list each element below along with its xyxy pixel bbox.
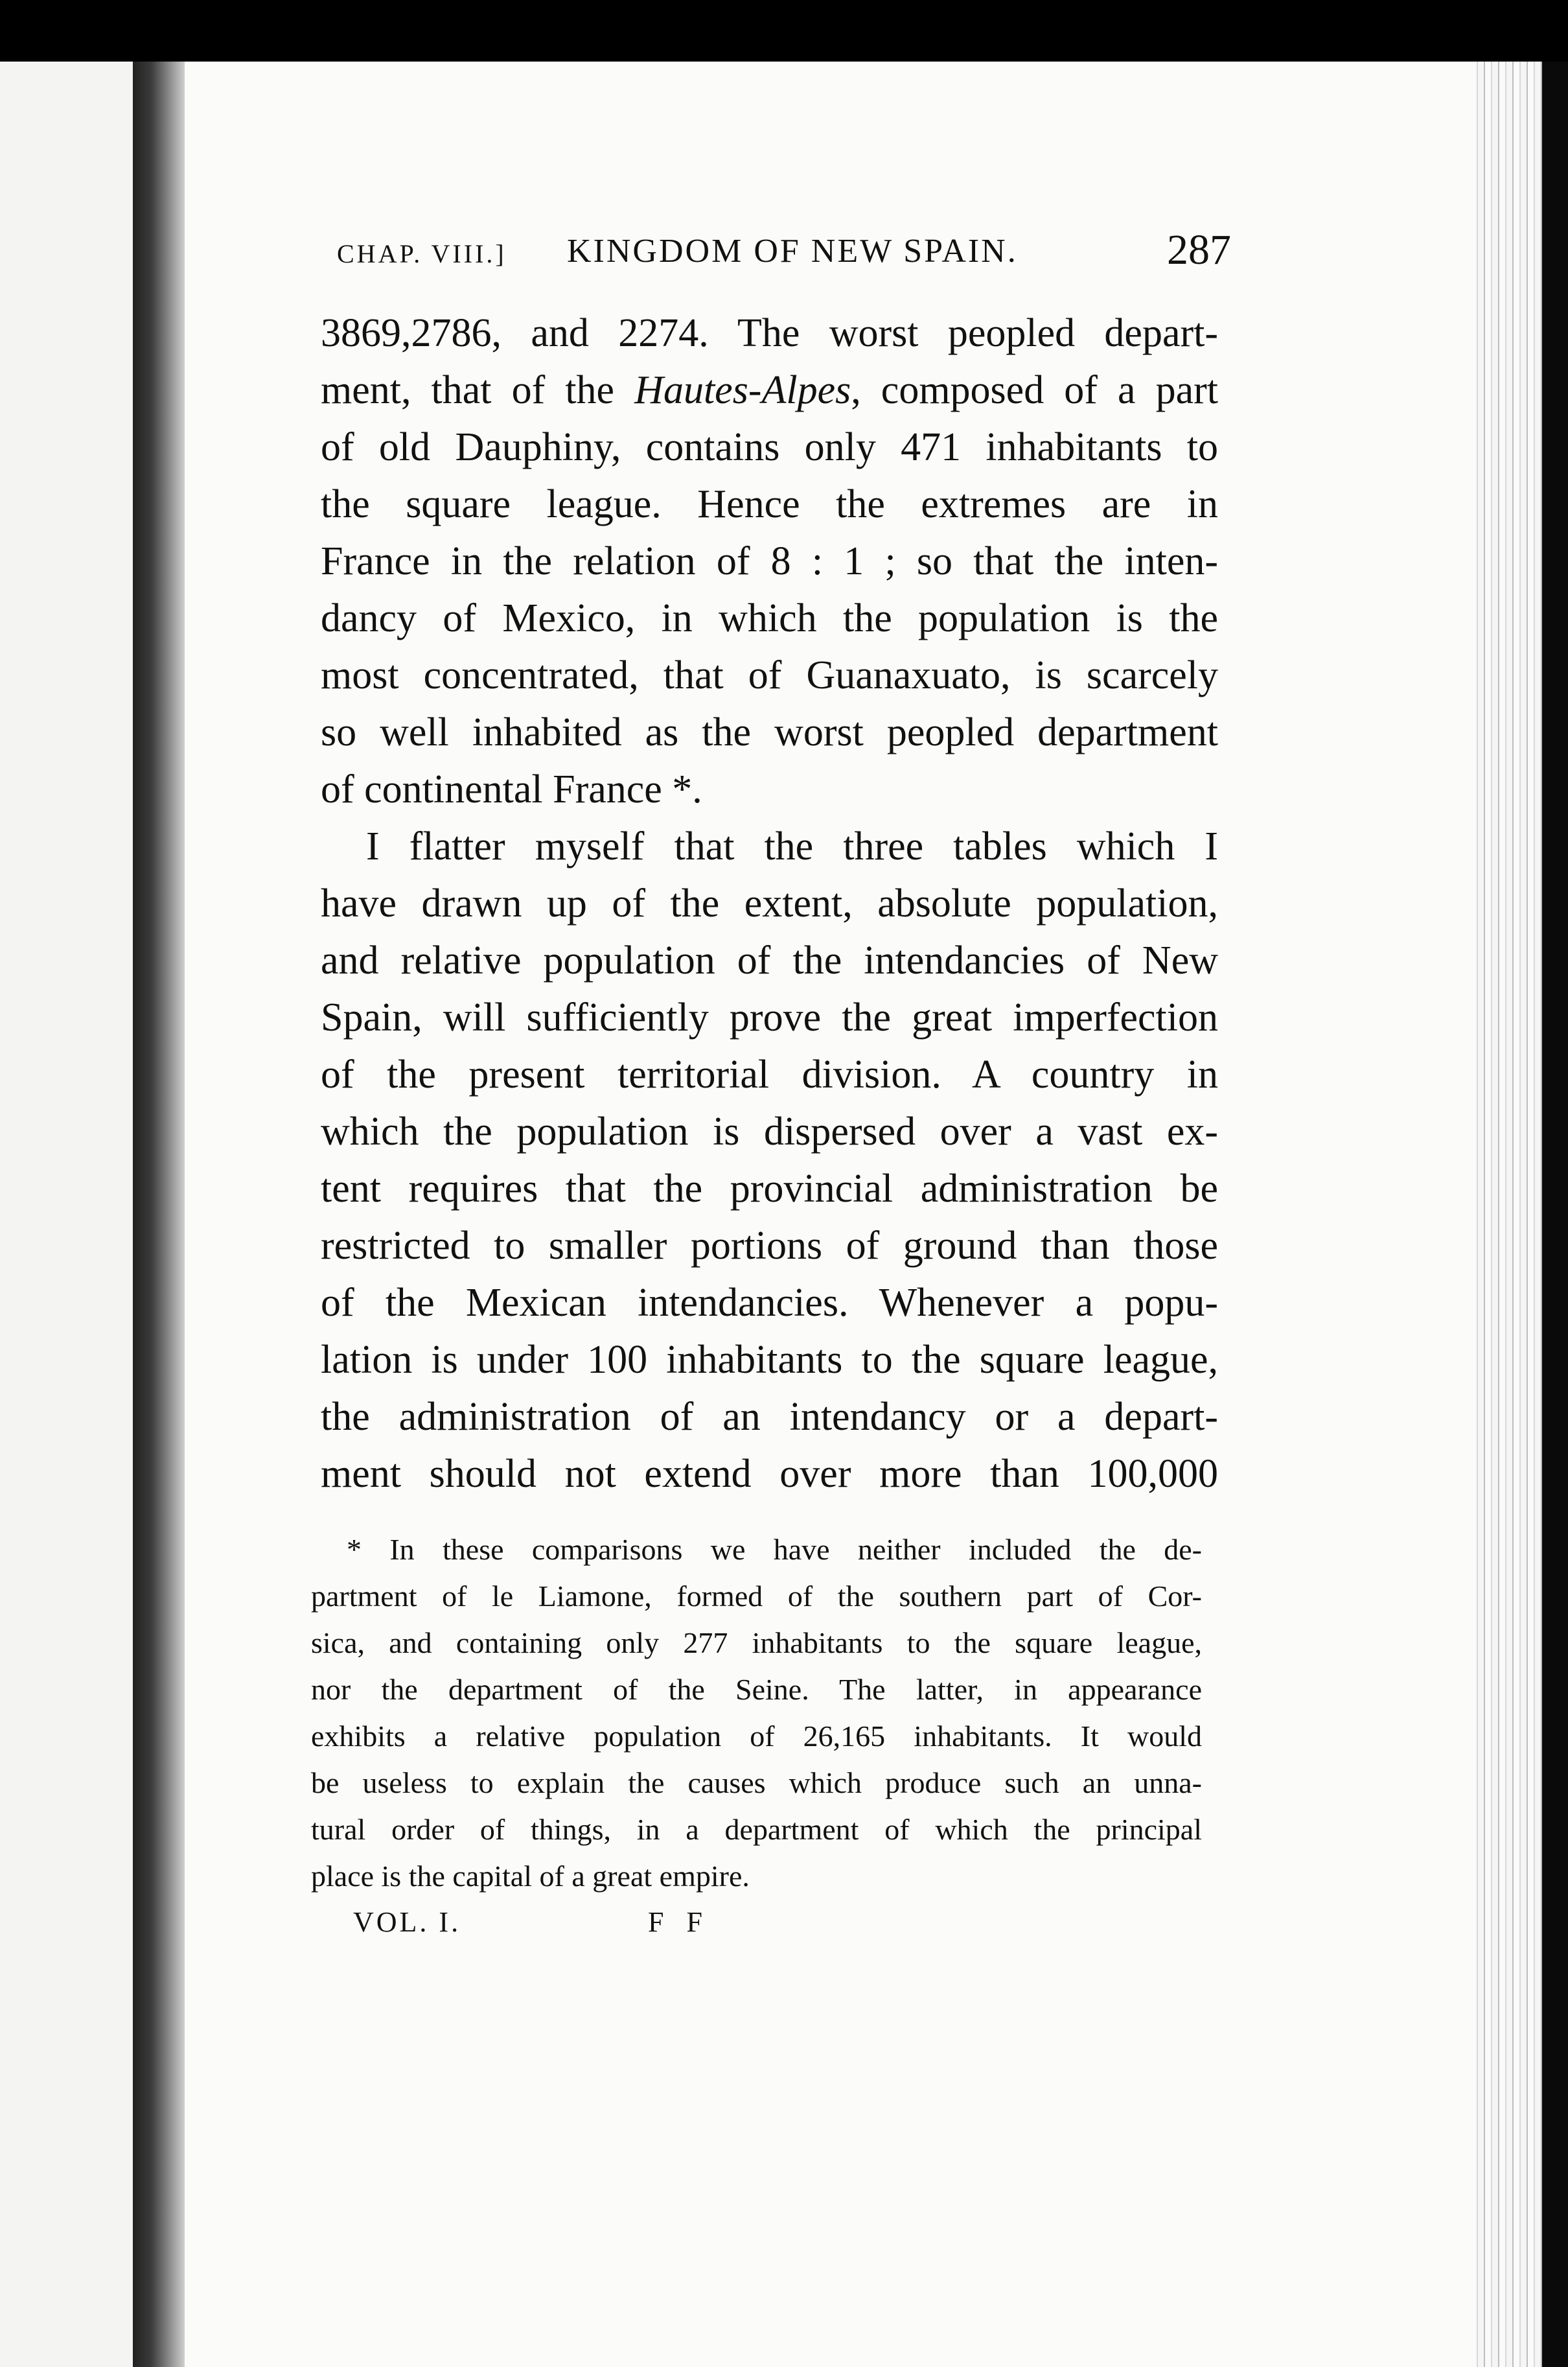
volume-label: VOL. I. bbox=[353, 1906, 461, 1938]
text-line: which the population is dispersed over a vast ex- bbox=[321, 1110, 1218, 1154]
text-line: ment, that of the Hautes-Alpes, composed of a part bbox=[321, 368, 1218, 412]
footnote-line: place is the capital of a great empire. bbox=[311, 1860, 750, 1893]
paragraph-start-line: I flatter myself that the three tables which I bbox=[366, 824, 1218, 869]
main-text bbox=[321, 305, 1218, 1502]
text-line: lation is under 100 inhabitants to the square league, bbox=[321, 1338, 1218, 1382]
text-line: and relative population of the intendancies of New bbox=[321, 939, 1218, 983]
book-gutter-shadow bbox=[133, 62, 185, 2367]
text-line: most concentrated, that of Guanaxuato, is scarcely bbox=[321, 653, 1218, 697]
text-line: the square league. Hence the extremes are in bbox=[321, 482, 1218, 526]
text-line: of continental France *. bbox=[321, 767, 702, 811]
italic-place-name: Hautes-Alpes bbox=[634, 368, 851, 412]
page-footer bbox=[353, 1906, 807, 1957]
running-title: KINGDOM OF NEW SPAIN. bbox=[567, 233, 1018, 270]
facing-page-edge bbox=[0, 62, 133, 2367]
text-line: ment should not extend over more than 100,000 bbox=[321, 1452, 1218, 1496]
text-line: so well inhabited as the worst peopled department bbox=[321, 710, 1218, 754]
text-line: 3869,2786, and 2274. The worst peopled depart- bbox=[321, 311, 1218, 355]
chapter-label: CHAP. VIII.] bbox=[337, 239, 507, 268]
text-line: tent requires that the provincial administration be bbox=[321, 1167, 1218, 1211]
footnote-line: sica, and containing only 277 inhabitants to the square league, bbox=[311, 1626, 1202, 1659]
footnote-line: * In these comparisons we have neither included the de- bbox=[347, 1533, 1202, 1566]
text-line: of old Dauphiny, contains only 471 inhabitants to bbox=[321, 425, 1218, 469]
footnote-line: tural order of things, in a department of which the principal bbox=[311, 1813, 1202, 1846]
page-number: 287 bbox=[1167, 226, 1231, 274]
text-line: have drawn up of the extent, absolute population, bbox=[321, 881, 1218, 926]
running-header bbox=[337, 214, 1231, 285]
text-line: of the present territorial division. A country in bbox=[321, 1053, 1218, 1097]
footnote-line: nor the department of the Seine. The latter, in appearance bbox=[311, 1673, 1202, 1706]
page-stack-edge bbox=[1471, 62, 1542, 2367]
text-line: dancy of Mexico, in which the population is the bbox=[321, 596, 1218, 640]
text-line: the administration of an intendancy or a depart- bbox=[321, 1395, 1218, 1439]
text-line: France in the relation of 8 : 1 ; so that the inten- bbox=[321, 539, 1218, 583]
text-line: of the Mexican intendancies. Whenever a popu- bbox=[321, 1281, 1218, 1325]
footnote-line: partment of le Liamone, formed of the southern part of Cor- bbox=[311, 1580, 1202, 1613]
text-line: Spain, will sufficiently prove the great imperfection bbox=[321, 996, 1218, 1040]
footnote-line: exhibits a relative population of 26,165 inhabitants. It would bbox=[311, 1720, 1202, 1753]
footnote-line: be useless to explain the causes which produce such an unna- bbox=[311, 1766, 1202, 1799]
footnote bbox=[311, 1526, 1202, 1900]
signature-mark: F F bbox=[648, 1906, 710, 1938]
text-line: restricted to smaller portions of ground than those bbox=[321, 1224, 1218, 1268]
scan-border bbox=[1542, 62, 1568, 2367]
